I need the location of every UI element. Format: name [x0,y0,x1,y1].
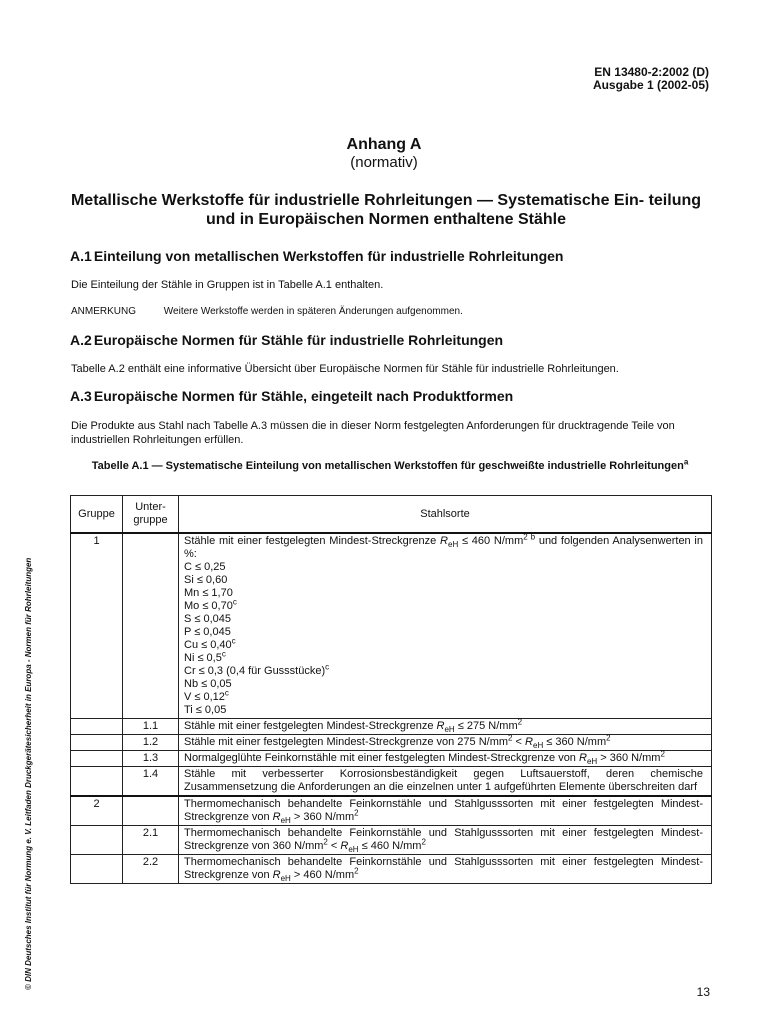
limit-c: C ≤ 0,25 [184,561,226,573]
desc-text: und folgenden Analysenwerten in %: [184,535,703,560]
desc-sup: 2 [660,749,665,759]
table-row-1-3 [71,751,712,767]
desc-text: ≤ 460 N/mm [458,535,524,547]
desc-text: > 360 N/mm [597,752,661,764]
section-heading-a1 [70,248,563,264]
note [71,306,463,317]
table-row-2-2 [71,855,712,884]
group-empty [71,767,123,797]
limit-p: P ≤ 0,045 [184,626,231,638]
symbol-r: R [272,869,281,881]
section-number: A.3 [70,388,92,404]
table-row-group-2 [71,796,712,826]
symbol-r: R [525,736,533,748]
symbol-sub: eH [348,845,359,855]
desc-sup: 2 [517,717,523,727]
desc-text: Normalgeglühte Feinkornstähle mit einer festgelegten Mindest-Streckgrenze von [184,752,579,764]
main-heading: Metallische Werkstoffe für industrielle Rohrleitungen — Systematische Ein- teilung und in Europäischen Normen enthaltene Stähle [70,192,702,228]
limit-v: V ≤ 0,12$^c$ [184,688,229,703]
subgroup-number: 2.2 [123,855,179,884]
section-heading-a3 [70,388,513,404]
subgroup-number: 1.1 [123,719,179,735]
desc-text: Thermomechanisch behandelte Feinkornstähle und Stahlgusssorten mit einer festgelegten Mindest-Streckgrenze von [184,856,703,881]
page-number: 13 [696,985,710,999]
symbol-sub: eH [586,757,598,767]
desc-text: ≤ 360 N/mm [543,736,607,748]
desc-sup: 2 [421,837,426,847]
footnote-marker: c [325,662,330,672]
note-label: ANMERKUNG [71,306,137,317]
table-row-1-2 [71,735,712,751]
symbol-r: R [272,811,281,823]
grade-description [179,735,712,751]
limit-ni: Ni ≤ 0,5$^c$ [184,649,226,664]
table-caption-text: Tabelle A.1 — Systematische Einteilung von metallischen Werkstoffen für geschweißte industrielle Rohrleitungen [91,460,684,472]
section-text-a2: Tabelle A.2 enthält eine informative Übersicht über Europäische Normen für Stähle für industrielle Rohrleitungen. [71,363,619,375]
subgroup-number: 1.3 [123,751,179,767]
symbol-sub: eH [280,816,291,826]
desc-sup: 2 [354,866,359,876]
desc-text: > 460 N/mm [290,869,355,881]
group-empty [71,751,123,767]
desc-text: Thermomechanisch behandelte Feinkornstähle und Stahlgusssorten mit einer festgelegten Mindest-Streckgrenze von 360 N/mm [184,827,703,852]
table-caption [70,457,710,473]
desc-text: < [327,840,341,852]
subgroup-number: 2.1 [123,826,179,855]
limit-nb: Nb ≤ 0,05 [184,678,232,690]
section-text-a3: Die Produkte aus Stahl nach Tabelle A.3 müssen die in dieser Norm festgelegten Anforderungen für drucktragende Teile von industriellen Rohrleitungen erfüllen. [71,420,675,446]
symbol-sub: eH [444,725,455,735]
steel-classification-table [70,495,712,884]
annex-subtitle: (normativ) [350,154,418,171]
note-text: Weitere Werkstoffe werden in späteren Änderungen aufgenommen. [163,306,463,317]
subgroup-number: 1.4 [123,767,179,797]
table-header-row [71,496,712,534]
symbol-r: R [440,535,448,547]
desc-sup: 2 [508,733,513,743]
section-number: A.1 [70,248,92,264]
subgroup-number: 1.2 [123,735,179,751]
desc-text: ≤ 275 N/mm [454,720,518,732]
header-grade: Stahlsorte [179,496,712,534]
table-row-2-1 [71,826,712,855]
table-row-1-4 [71,767,712,797]
grade-description [179,719,712,735]
symbol-sub: eH [448,540,459,550]
limit-si: Si ≤ 0,60 [184,574,228,586]
document-reference [593,66,709,92]
table-caption-footnote: a [683,457,689,467]
edition: Ausgabe 1 (2002-05) [592,78,709,92]
section-text-a1: Die Einteilung der Stähle in Gruppen ist in Tabelle A.1 enthalten. [71,279,384,291]
symbol-sub: eH [280,874,291,884]
symbol-r: R [578,752,587,764]
desc-sup: 2 [606,733,611,743]
limit-cu: Cu ≤ 0,40$^c$ [184,636,236,651]
grade-description [179,826,712,855]
desc-text: Stähle mit einer festgelegten Mindest-Streckgrenze [184,720,437,732]
section-number: A.2 [70,332,92,348]
footnote-marker: c [232,597,237,607]
footnote-marker: c [221,649,226,659]
grade-description: Stähle mit verbesserter Korrosionsbeständigkeit gegen Luftsauerstoff, deren chemische Zusammensetzung die Anforderungen an die einzelnen unter 1 aufgeführten Elemente überschreiten darf [179,767,712,797]
desc-sup: 2 [354,808,359,818]
header-group: Gruppe [71,496,123,534]
limit-mn: Mn ≤ 1,70 [184,587,233,599]
section-title: Europäische Normen für Stähle für industrielle Rohrleitungen [93,332,504,348]
copyright-side-note: © DIN Deutsches Institut für Normung e. V. Leitfaden Druckgerätesicherheit in Europa - Normen für Rohrleitungen [24,557,33,990]
subgroup-empty [123,796,179,826]
desc-text: Stähle mit einer festgelegten Mindest-Streckgrenze von 275 N/mm [184,736,509,748]
section-heading-a2 [70,332,503,348]
footnote-marker: c [231,636,236,646]
desc-sup: 2 b [523,532,536,542]
group-empty [71,855,123,884]
group-number: 2 [71,796,123,826]
limit-s: S ≤ 0,045 [184,613,232,625]
group-empty [71,735,123,751]
limit-ti: Ti ≤ 0,05 [184,704,227,716]
subgroup-empty [123,533,179,719]
desc-text: Stähle mit einer festgelegten Mindest-Streckgrenze [184,535,441,547]
table-row-group-1 [71,533,712,719]
desc-text: > 360 N/mm [290,811,355,823]
group-number: 1 [71,533,123,719]
grade-description [179,751,712,767]
grade-description [179,533,712,719]
desc-sup: 2 [323,837,328,847]
group-empty [71,826,123,855]
header-subgroup: Unter- gruppe [123,496,179,534]
desc-text: Thermomechanisch behandelte Feinkornstähle und Stahlgusssorten mit einer festgelegten Mindest-Streckgrenze von [184,798,703,823]
symbol-r: R [436,720,445,732]
limit-cr: Cr ≤ 0,3 (0,4 für Gussstücke)$^c$ [184,662,330,677]
group-empty [71,719,123,735]
desc-text: < [512,736,526,748]
grade-description [179,855,712,884]
footnote-marker: c [224,688,229,698]
section-title: Europäische Normen für Stähle, eingeteilt nach Produktformen [93,388,514,404]
limit-mo: Mo ≤ 0,70$^c$ [184,597,237,612]
symbol-r: R [340,840,349,852]
symbol-sub: eH [533,741,544,751]
table-row-1-1 [71,719,712,735]
grade-description [179,796,712,826]
annex-title: Anhang A [346,136,422,153]
section-title: Einteilung von metallischen Werkstoffen für industrielle Rohrleitungen [93,248,564,264]
standard-number: EN 13480-2:2002 (D) [594,65,709,79]
desc-text: ≤ 460 N/mm [358,840,422,852]
